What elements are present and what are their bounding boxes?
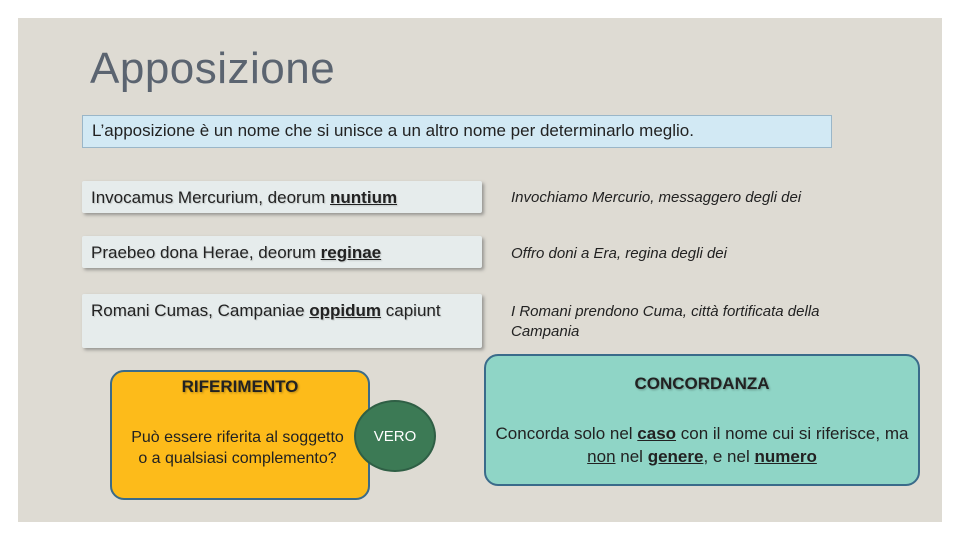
non-keyword: non bbox=[587, 447, 616, 466]
apposition-word: oppidum bbox=[309, 301, 382, 320]
numero-keyword: numero bbox=[754, 447, 817, 466]
vero-answer-circle bbox=[354, 400, 436, 472]
riferimento-question: Può essere riferita al soggetto o a qualsiasi complemento? bbox=[131, 429, 344, 467]
latin-text: Praebeo dona Herae, deorum bbox=[91, 243, 321, 262]
concordanza-rule bbox=[490, 422, 914, 468]
latin-example-3 bbox=[82, 294, 482, 348]
italian-translation-1: Invochiamo Mercurio, messaggero degli dei bbox=[511, 189, 802, 206]
latin-example-1 bbox=[82, 181, 482, 213]
latin-text: Invocamus Mercurium, deorum bbox=[91, 188, 331, 207]
italian-translation-2: Offro doni a Era, regina degli dei bbox=[511, 245, 727, 262]
concordanza-title: CONCORDANZA bbox=[634, 374, 770, 393]
apposition-word: reginae bbox=[320, 243, 382, 262]
caso-keyword: caso bbox=[637, 424, 677, 443]
apposition-word: nuntium bbox=[330, 188, 398, 207]
rule-text: , e nel bbox=[703, 447, 755, 466]
rule-text: con il nome cui si riferisce, ma bbox=[676, 424, 909, 443]
slide-title: Apposizione bbox=[90, 44, 336, 93]
rule-text: Concorda solo nel bbox=[495, 424, 638, 443]
latin-text: Romani Cumas, Campaniae bbox=[91, 301, 310, 320]
latin-example-2 bbox=[82, 236, 482, 268]
genere-keyword: genere bbox=[647, 447, 704, 466]
italian-translation-3: I Romani prendono Cuma, città fortificata della Campania bbox=[511, 303, 820, 340]
latin-suffix: capiunt bbox=[381, 301, 441, 320]
riferimento-title: RIFERIMENTO bbox=[181, 377, 299, 396]
definition-box: L’apposizione è un nome che si unisce a un altro nome per determinarlo meglio. bbox=[82, 115, 832, 148]
rule-text: nel bbox=[615, 447, 648, 466]
vero-label: VERO bbox=[373, 427, 417, 445]
